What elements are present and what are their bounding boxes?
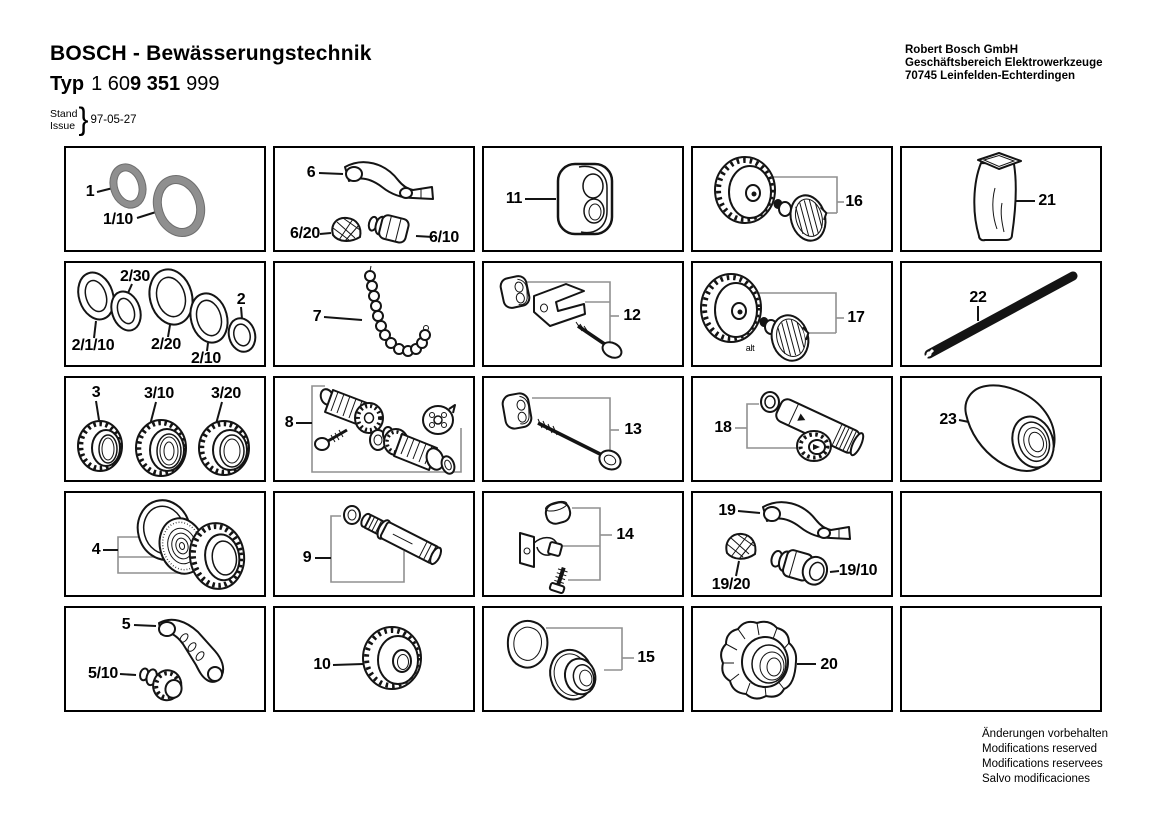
- part-label: 5: [121, 616, 131, 633]
- part-label: 3/10: [144, 385, 174, 402]
- clamp-screw-drawing: [484, 263, 682, 365]
- company-address: [905, 44, 1103, 83]
- part-label: 10: [313, 656, 331, 673]
- part-label: 21: [1038, 192, 1056, 209]
- parts-cell-4: [64, 491, 266, 597]
- part-label: 3/20: [211, 385, 241, 402]
- parts-cell-22: [900, 261, 1102, 367]
- parts-cell-17: [691, 261, 893, 367]
- parts-cell-18: [691, 376, 893, 482]
- cap-nut-drawing: [693, 608, 891, 710]
- company-line-2: Geschäftsbereich Elektrowerkzeuge: [905, 57, 1103, 69]
- part-label: 4: [91, 541, 101, 558]
- parts-grid: [64, 146, 1102, 712]
- part-label: 2: [236, 291, 246, 308]
- part-label: 2/30: [120, 268, 150, 285]
- knob-drawing: [275, 608, 473, 710]
- parts-cell-6: [273, 146, 475, 252]
- parts-cell-3: [64, 376, 266, 482]
- part-label: 14: [616, 526, 634, 543]
- type-label: Typ: [50, 73, 85, 95]
- parts-cell-2: [64, 261, 266, 367]
- block-screw-drawing: [484, 378, 682, 480]
- lever-nozzle-drawing: [66, 608, 264, 710]
- parts-cell-16: [691, 146, 893, 252]
- part-label: 1/10: [103, 211, 133, 228]
- bag-drawing: [902, 148, 1100, 250]
- bracket-set-drawing: [484, 493, 682, 595]
- parts-cell-20: [691, 606, 893, 712]
- part-label: 2/1/10: [71, 337, 115, 354]
- part-label: 1: [85, 183, 95, 200]
- revision-note: [982, 727, 1108, 787]
- part-label: 20: [820, 656, 838, 673]
- part-label: 16: [845, 193, 863, 210]
- parts-cell-1: [64, 146, 266, 252]
- ball-chain-drawing: [275, 263, 473, 365]
- revision-note-line-1: Änderungen vorbehalten: [982, 728, 1108, 740]
- parts-cell-9: [273, 491, 475, 597]
- parts-cell-8: [273, 376, 475, 482]
- part-label: 22: [969, 289, 987, 306]
- part-label: 6/20: [290, 225, 320, 242]
- parts-cell-15: [482, 606, 684, 712]
- valve-assembly-drawing: [275, 378, 473, 480]
- alt-label: alt: [745, 343, 755, 353]
- parts-cell-12: [482, 261, 684, 367]
- part-label: 2/20: [151, 336, 181, 353]
- part-label: 13: [624, 421, 642, 438]
- type-number-part1: 1 60: [91, 73, 131, 95]
- cone-drawing: [902, 378, 1100, 480]
- revision-note-line-4: Salvo modificaciones: [982, 773, 1091, 785]
- part-label: 3: [91, 384, 101, 401]
- page-title: BOSCH - Bewässerungstechnik: [50, 42, 372, 65]
- part-label: 19/20: [711, 576, 751, 593]
- parts-cell-23: [900, 376, 1102, 482]
- revision-note-line-2: Modifications reserved: [982, 743, 1098, 755]
- company-line-1: Robert Bosch GmbH: [905, 44, 1019, 56]
- part-label: 19/10: [838, 562, 878, 579]
- revision-block: [50, 103, 137, 137]
- parts-cell-empty-1: [900, 491, 1102, 597]
- stand-label: Stand: [50, 108, 78, 120]
- part-label: 18: [714, 419, 732, 436]
- parts-cell-14: [482, 491, 684, 597]
- revision-date: 97-05-27: [90, 114, 137, 126]
- part-label: 15: [637, 649, 655, 666]
- part-label: 7: [312, 308, 322, 325]
- parts-cell-19: [691, 491, 893, 597]
- tube-drawing: [902, 263, 1100, 365]
- part-label: 2/10: [191, 350, 221, 367]
- part-label: 17: [847, 309, 865, 326]
- parts-cell-5: [64, 606, 266, 712]
- type-number-part2: 9 351: [130, 73, 181, 95]
- part-label: 8: [284, 414, 294, 431]
- revision-note-line-3: Modifications reservees: [982, 758, 1103, 770]
- part-label: 11: [505, 190, 523, 207]
- parts-cell-13: [482, 376, 684, 482]
- issue-label: Issue: [50, 120, 76, 132]
- company-line-3: 70745 Leinfelden-Echterdingen: [905, 70, 1075, 82]
- part-label: 5/10: [88, 665, 118, 682]
- part-label: 19: [718, 502, 736, 519]
- part-label: 23: [939, 411, 957, 428]
- type-number: [50, 73, 219, 96]
- part-label: 6/10: [429, 229, 459, 246]
- brace-glyph: }: [78, 102, 89, 137]
- parts-cell-empty-2: [900, 606, 1102, 712]
- part-label: 6: [306, 164, 316, 181]
- parts-cell-7: [273, 261, 475, 367]
- type-number-part3: 999: [186, 73, 220, 95]
- part-label: 9: [302, 549, 312, 566]
- o-ring-drawing: [66, 148, 264, 250]
- part-label: 12: [623, 307, 641, 324]
- parts-cell-10: [273, 606, 475, 712]
- parts-cell-11: [482, 146, 684, 252]
- parts-cell-21: [900, 146, 1102, 252]
- spindle-drawing: [275, 493, 473, 595]
